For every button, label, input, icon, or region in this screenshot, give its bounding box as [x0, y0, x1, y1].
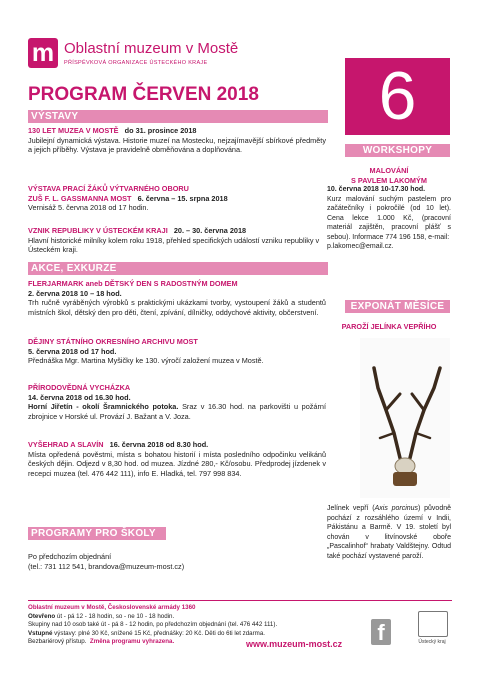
event-date: do 31. prosince 2018: [124, 126, 197, 135]
org-name: Oblastní muzeum v Mostě: [64, 40, 239, 57]
workshop-text: Kurz malování suchým pastelem pro začátečníky i pokročilé (od 10 let). Cena lekce 1.000 Kč, (pracovní materiál zajištěn, pracovní plášť s sebou). Informace 774 196 158, e-mail:: [327, 195, 451, 241]
month-number-badge: 6: [345, 58, 450, 135]
workshop-malovani: [327, 166, 451, 252]
event-text: Vernisáž 5. června 2018 od 17 hodin.: [28, 203, 149, 212]
event-text: Sraz v 16.30 hod. na parkovišti u požární zbrojnice v Horské ul. Provází J. Bažant a V. Joza.: [28, 402, 327, 421]
section-akce: AKCE, EXKURZE: [28, 262, 328, 275]
footer-divider: [28, 600, 452, 601]
event-title: PŘÍRODOVĚDNÁ VYCHÁZKA: [28, 383, 131, 392]
event-title-2: ZUŠ F. L. GASSMANNA MOST: [28, 193, 132, 203]
footer-change-note: Změna programu vyhrazena.: [89, 638, 175, 646]
event-title: 130 LET MUZEA V MOSTĚ: [28, 126, 119, 135]
event-text: Místa opředená pověstmi, místa s bohatou historií i místa posledního odpočinku velikánů českých dějin. Odjezd v 8,30 hod. od muzea. Jízdné 280,- Kč/osobu. Předprodej jízdenek v recepci muzea (tel. 476 442 111), info E. Hladká, tel. 797 998 834.: [28, 449, 326, 478]
event-date: 6. června – 15. srpna 2018: [137, 193, 228, 203]
section-vystavy: VÝSTAVY: [28, 110, 328, 123]
footer-admission: výstavy: plné 30 Kč, snížené 15 Kč, přednášky: 20 Kč. Děti do 6ti let zdarma.: [54, 629, 265, 637]
website-link[interactable]: www.muzeum-most.cz: [246, 639, 343, 649]
antlers-photo: [360, 338, 450, 498]
event-zus: [28, 184, 326, 213]
skoly-info: [28, 552, 326, 571]
exponat-title: PAROŽÍ JELÍNKA VEPŘÍHO: [341, 322, 437, 331]
exponat-text-end: ) původně pochází z rozsáhlého území v Indii, Pákistánu a Barmě. V 19. století byl chován v litvínovské oboře „Pascalinhof“ hrabaty Valdštejny. Odtud také pochází vystavené paroží.: [327, 505, 451, 560]
event-title: VYŠEHRAD A SLAVÍN: [28, 440, 104, 449]
event-date: 5. června 2018 od 17 hod.: [28, 346, 117, 356]
workshop-title: MALOVÁNÍ: [369, 166, 409, 175]
event-flerjarmark: [28, 279, 326, 317]
region-logo-icon: [418, 611, 448, 637]
footer-admission-label: Vstupné: [28, 629, 53, 637]
exponat-text-start: Jelínek vepří (: [327, 505, 375, 512]
event-place: Horní Jiřetín - okolí Šramnického potoka.: [28, 402, 179, 411]
exponat-text: [327, 504, 451, 561]
workshop-date: 10. června 2018 10-17.30 hod.: [327, 186, 426, 193]
event-date: 16. června 2018 od 8.30 hod.: [109, 440, 209, 449]
skoly-line1: Po předchozím objednání: [28, 552, 112, 561]
event-text: Přednáška Mgr. Martina Myšičky ke 130. výročí založení muzea v Mostě.: [28, 356, 264, 365]
section-exponat: EXPONÁT MĚSÍCE: [345, 300, 450, 313]
event-vysehrad: [28, 440, 326, 478]
event-text: Jubilejní dynamická výstava. Historie muzeí na Mostecku, nejzajímavější sbírkové předměty a jejich příběhy. Výstava je pravidelně obměňována a doplňována.: [28, 135, 326, 154]
section-skoly: PROGRAMY PRO ŠKOLY: [28, 527, 166, 540]
event-text: Trh ručně vyráběných výrobků s praktickými ukázkami tvorby, vystoupení žáků a studentů místních škol, dětský den pro děti, čtení, zpívání, dílničky, oddychové aktivity, občerstvení.: [28, 298, 326, 317]
footer-barrier: Bezbariérový přístup.: [28, 638, 87, 646]
region-label: Ústecký kraj: [418, 639, 446, 645]
event-title: VZNIK REPUBLIKY V ÚSTECKÉM KRAJI: [28, 226, 168, 235]
event-text: Hlavní historické milníky kolem roku 1918, přehled specifických událostí vzniku republiky v Ústeckém kraji.: [28, 235, 320, 254]
event-title: VÝSTAVA PRACÍ ŽÁKŮ VÝTVARNÉHO OBORU: [28, 184, 189, 193]
section-workshopy: WORKSHOPY: [345, 144, 450, 157]
footer-hours: út - pá 12 - 18 hodin, so - ne 10 - 18 hodin.: [56, 612, 175, 620]
skoly-contact: (tel.: 731 112 541, brandova@muzeum-most.cz): [28, 561, 185, 571]
workshop-email[interactable]: p.lakomec@email.cz.: [327, 243, 394, 250]
footer-hours-label: Otevřeno: [28, 612, 56, 620]
program-title: PROGRAM ČERVEN 2018: [28, 84, 259, 105]
event-title: FLERJARMARK aneb DĚTSKÝ DEN S RADOSTNÝM DOMEM: [28, 279, 238, 288]
event-date: 20. – 30. června 2018: [173, 226, 247, 235]
event-prirodovedna: [28, 383, 326, 421]
event-date: 2. června 2018 10 – 18 hod.: [28, 288, 122, 298]
exponat-latin: Axis porcinus: [374, 505, 419, 512]
event-dejiny-archivu: [28, 337, 326, 366]
antlers-icon: [360, 338, 450, 498]
facebook-icon[interactable]: f: [371, 619, 391, 645]
event-130-let: [28, 126, 326, 155]
footer-address: Oblastní muzeum v Mostě, Československé armády 1360: [28, 604, 196, 611]
event-title: DĚJINY STÁTNÍHO OKRESNÍHO ARCHIVU MOST: [28, 337, 198, 346]
event-vznik-republiky: [28, 226, 326, 255]
org-subtitle: PŘÍSPĚVKOVÁ ORGANIZACE ÚSTECKÉHO KRAJE: [64, 60, 208, 66]
workshop-title-2: S PAVLEM LAKOMÝM: [351, 175, 427, 185]
footer-groups: Skupiny nad 10 osob také út - pá 8 - 12 hodin, po předchozím objednání (tel. 476 442 111).: [28, 621, 278, 629]
event-date: 14. června 2018 od 16.30 hod.: [28, 392, 131, 402]
museum-logo: m: [28, 38, 58, 68]
